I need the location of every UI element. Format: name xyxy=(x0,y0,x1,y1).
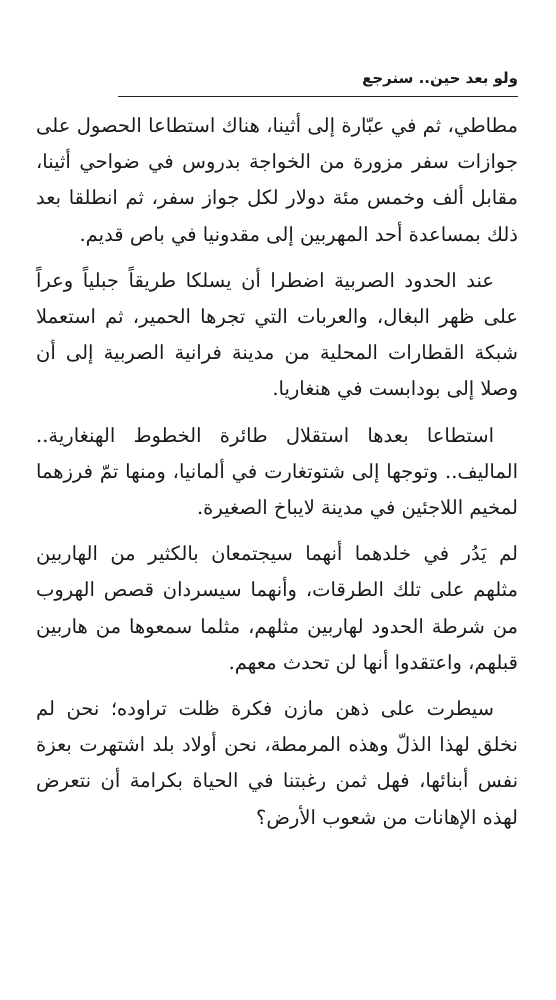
body-text xyxy=(36,108,518,846)
running-header: ولو بعد حين.. سنرجع xyxy=(118,68,518,97)
paragraph-2: عند الحدود الصربية اضطرا أن يسلكا طريقاً جبلياً وعراً على ظهر البغال، والعربات التي تجرها الحمير، ثم استعملا شبكة القطارات المحلية من مدينة فرانية الصربية إلى أن وصلا إلى بودابست في هنغاريا. xyxy=(36,268,518,401)
paragraph-3: استطاعا بعدها استقلال طائرة الخطوط الهنغارية.. الماليف.. وتوجها إلى شتوتغارت في ألمانيا، ومنها تمّ فرزهما لمخيم اللاجئين في مدينة لايباخ الصغيرة. xyxy=(36,423,518,520)
paragraph-5: سيطرت على ذهن مازن فكرة ظلت تراوده؛ نحن لم نخلق لهذا الذلّ وهذه المرمطة، نحن أولاد بلد اشتهرت بعزة نفس أبنائها، فهل ثمن رغبتنا في الحياة بكرامة أن نتعرض لهذه الإهانات من شعوب الأرض؟ xyxy=(36,697,518,829)
paragraph-4: لم يَدُر في خلدهما أنهما سيجتمعان بالكثير من الهاربين مثلهم على تلك الطرقات، وأنهما سيسردان قصص الهروب من شرطة الحدود لهاربين مثلهم، مثلما سمعوها من هاربين قبلهم، واعتقدوا أنها لن تحدث معهم. xyxy=(36,542,518,674)
paragraph-1: مطاطي، ثم في عبّارة إلى أثينا، هناك استطاعا الحصول على جوازات سفر مزورة من الخواجة بدروس في ضواحي أثينا، مقابل ألف وخمس مئة دولار لكل جواز سفر، ثم انطلقا بعد ذلك بمساعدة أحد المهربين إلى مقدونيا في باص قديم. xyxy=(36,114,518,246)
